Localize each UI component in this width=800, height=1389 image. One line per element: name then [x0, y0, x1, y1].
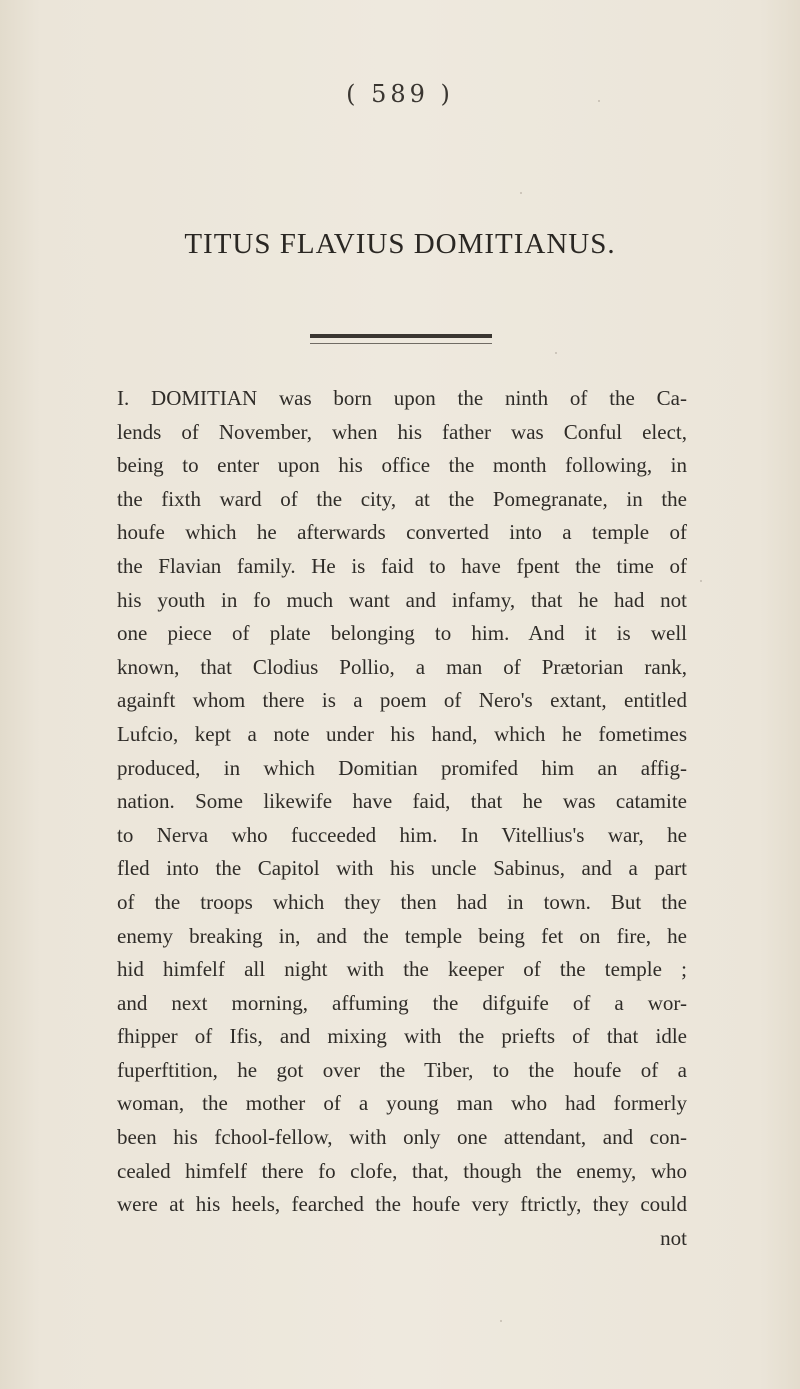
- text-line: the Flavian family. He is faid to have fpent the time of: [117, 553, 687, 578]
- text-line: cealed himfelf there fo clofe, that, though the enemy, who: [117, 1158, 687, 1183]
- text-line: were at his heels, fearched the houfe very ftrictly, they could: [117, 1192, 687, 1217]
- text-line: been his fchool-fellow, with only one attendant, and con-: [117, 1125, 687, 1150]
- text-line: Lufcio, kept a note under his hand, which he fometimes: [117, 721, 687, 746]
- text-line: I. DOMITIAN was born upon the ninth of the Ca-: [117, 386, 687, 410]
- page-number: ( 589 ): [346, 80, 454, 108]
- chapter-title: TITUS FLAVIUS DOMITIANUS.: [184, 228, 616, 260]
- text-line: nation. Some likewife have faid, that he was catamite: [117, 789, 687, 814]
- text-line: fhipper of Ifis, and mixing with the priefts of that idle: [117, 1024, 687, 1049]
- text-line: his youth in fo much want and infamy, that he had not: [117, 587, 687, 612]
- text-line: the fixth ward of the city, at the Pomegranate, in the: [117, 486, 687, 511]
- text-line: lends of November, when his father was Conful elect,: [117, 419, 687, 444]
- paper-speck: [520, 192, 522, 194]
- text-line: enemy breaking in, and the temple being fet on fire, he: [117, 923, 687, 948]
- paper-speck: [555, 352, 557, 354]
- text-line: hid himfelf all night with the keeper of the temple ;: [117, 957, 687, 982]
- text-line: fled into the Capitol with his uncle Sabinus, and a part: [117, 856, 687, 881]
- body-paragraph: [117, 382, 687, 1255]
- text-line: and next morning, affuming the difguife of a wor-: [117, 990, 687, 1015]
- text-line: produced, in which Domitian promifed him an affig-: [117, 755, 687, 780]
- paper-speck: [598, 100, 600, 102]
- text-line: being to enter upon his office the month following, in: [117, 453, 687, 478]
- catchword: not: [660, 1225, 687, 1250]
- paper-speck: [500, 1320, 502, 1322]
- text-line: to Nerva who fucceeded him. In Vitellius's war, he: [117, 822, 687, 847]
- text-line: woman, the mother of a young man who had formerly: [117, 1091, 687, 1116]
- paper-speck: [700, 580, 702, 582]
- text-line: againft whom there is a poem of Nero's extant, entitled: [117, 688, 687, 713]
- text-line: known, that Clodius Pollio, a man of Prætorian rank,: [117, 654, 687, 679]
- text-line: of the troops which they then had in town. But the: [117, 889, 687, 914]
- text-line: houfe which he afterwards converted into a temple of: [117, 520, 687, 545]
- title-rule-thin: [310, 343, 492, 344]
- text-line: fuperftition, he got over the Tiber, to the houfe of a: [117, 1057, 687, 1082]
- title-rule-thick: [310, 334, 492, 338]
- text-line: one piece of plate belonging to him. And it is well: [117, 621, 687, 646]
